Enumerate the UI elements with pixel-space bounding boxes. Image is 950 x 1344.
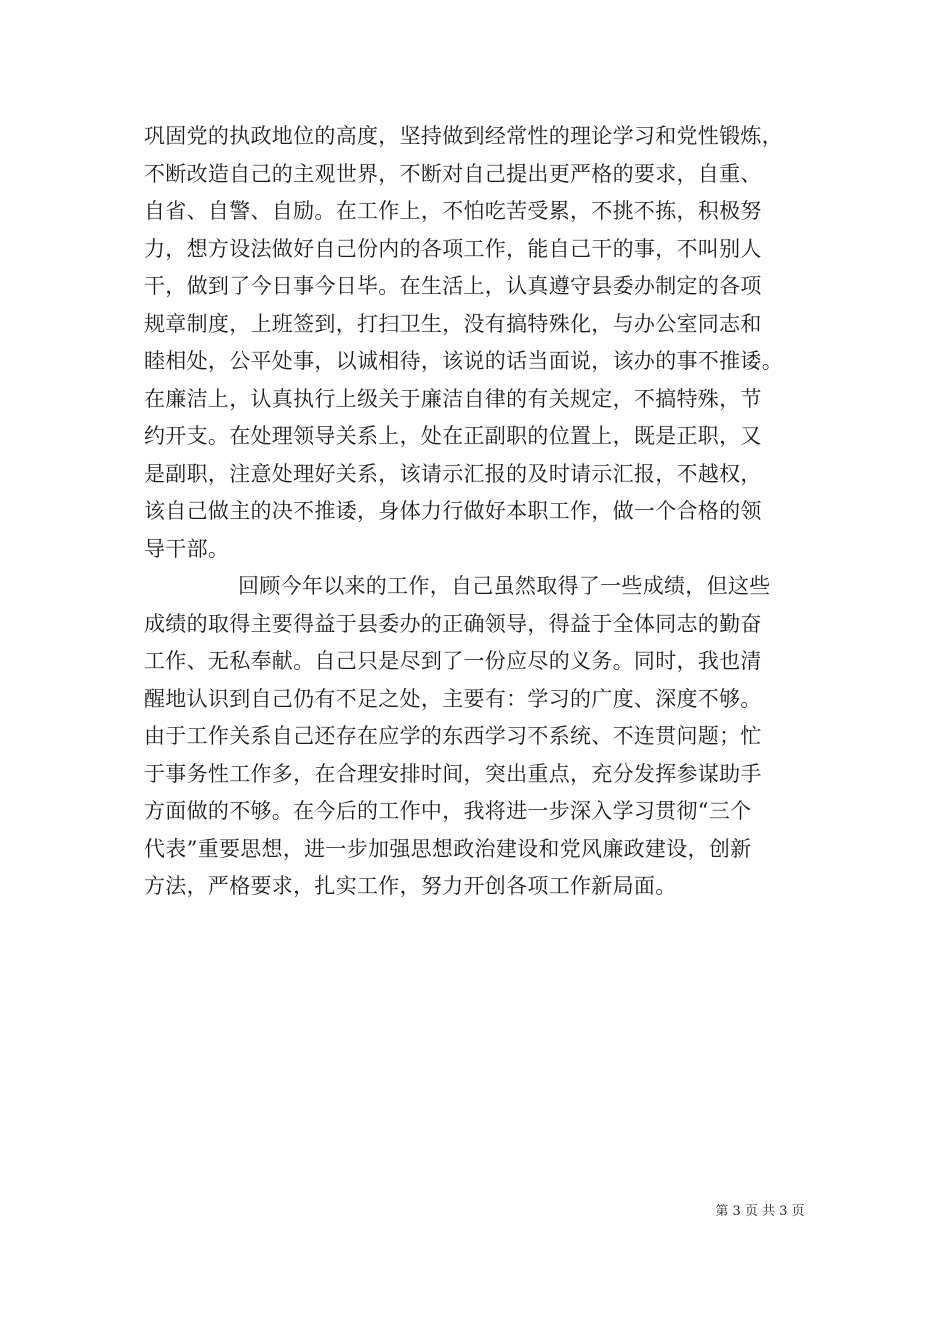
text-line: 该自己做主的决不推诿，身体力行做好本职工作，做一个合格的领 (144, 499, 762, 523)
text-line: 睦相处，公平处事，以诚相待，该说的话当面说，该办的事不推诿。 (144, 349, 783, 373)
paragraph-2 (144, 568, 814, 906)
text-line: 醒地认识到自己仍有不足之处，主要有：学习的广度、深度不够。 (144, 686, 762, 711)
text-line: 导干部。 (144, 536, 230, 561)
text-line: 巩固党的执政地位的高度，坚持做到经常性的理论学习和党性锻炼， (144, 124, 783, 148)
text-line: 约开支。在处理领导关系上，处在正副职的位置上，既是正职，又 (144, 424, 762, 448)
text-line: 力，想方设法做好自己份内的各项工作，能自己干的事，不叫别人 (144, 236, 762, 261)
text-line: 方面做的不够。在今后的工作中，我将进一步深入学习贯彻“三个 (144, 799, 752, 823)
text-line: 不断改造自己的主观世界，不断对自己提出更严格的要求，自重、 (144, 161, 762, 186)
text-line: 代表”重要思想，进一步加强思想政治建设和党风廉政建设，创新 (144, 836, 752, 861)
text-line: 方法，严格要求，扎实工作，努力开创各项工作新局面。 (144, 874, 677, 898)
text-line: 工作、无私奉献。自己只是尽到了一份应尽的义务。同时，我也清 (144, 649, 762, 673)
text-line: 干，做到了今日事今日毕。在生活上，认真遵守县委办制定的各项 (144, 274, 762, 298)
text-line: 成绩的取得主要得益于县委办的正确领导，得益于全体同志的勤奋 (144, 611, 762, 636)
text-line: 由于工作关系自己还存在应学的东西学习不系统、不连贯问题；忙 (144, 724, 762, 748)
text-line: 回顾今年以来的工作，自己虽然取得了一些成绩，但这些 (238, 574, 771, 598)
paragraph-1 (144, 118, 814, 568)
text-line: 自省、自警、自励。在工作上，不怕吃苦受累，不挑不拣，积极努 (144, 199, 762, 223)
text-line: 在廉洁上，认真执行上级关于廉洁自律的有关规定，不搞特殊，节 (144, 386, 762, 411)
page-number: 第 3 页 共 3 页 (715, 1204, 805, 1219)
text-line: 规章制度，上班签到，打扫卫生，没有搞特殊化，与办公室同志和 (144, 311, 762, 336)
text-line: 是副职，注意处理好关系，该请示汇报的及时请示汇报，不越权， (144, 461, 762, 486)
document-body (144, 118, 814, 906)
text-line: 于事务性工作多，在合理安排时间，突出重点，充分发挥参谋助手 (144, 761, 762, 786)
